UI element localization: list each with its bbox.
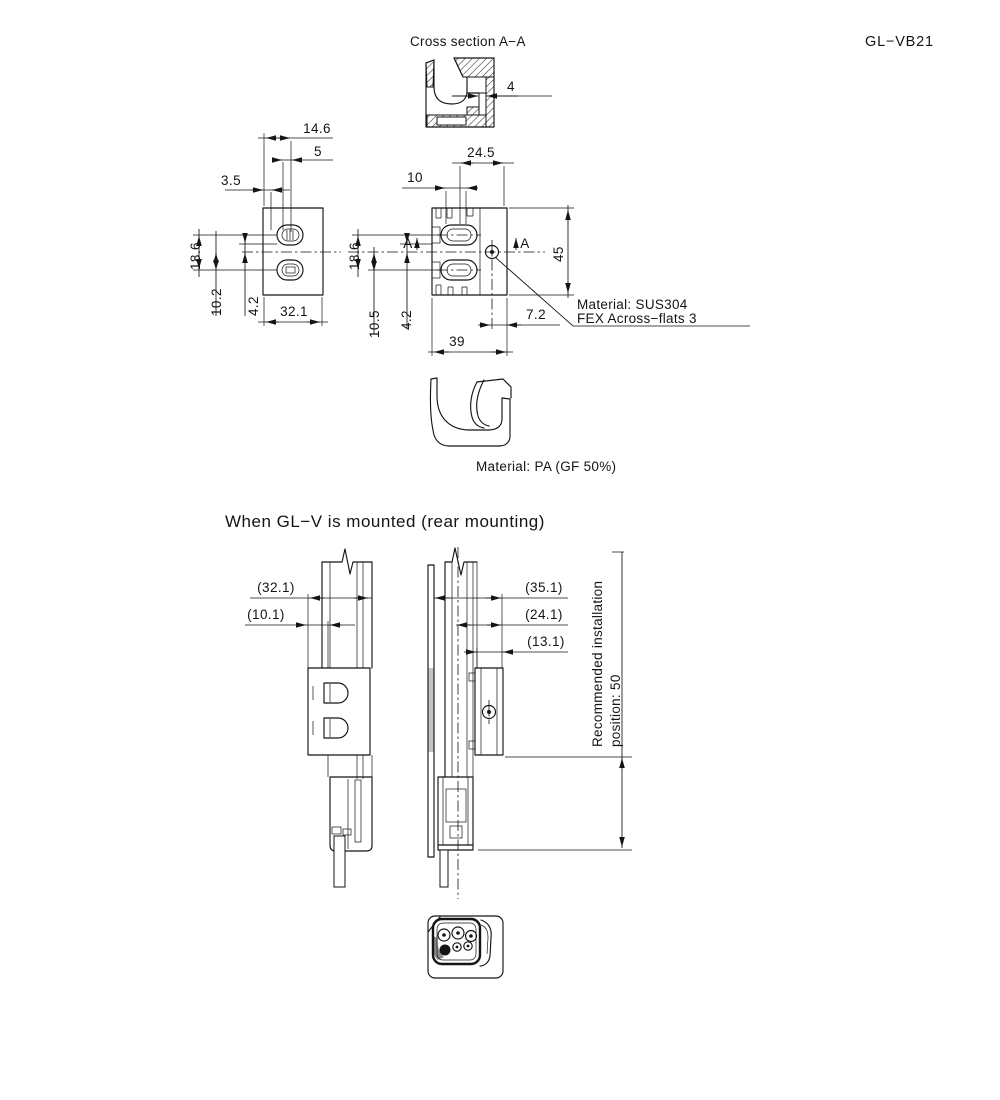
dim-lower-offset: 10.2 [209, 288, 224, 316]
section-marker-left: A [403, 236, 413, 251]
mounted-side-view [428, 547, 632, 899]
hatch-right-wall [486, 77, 494, 127]
mounted-front-view [245, 549, 372, 887]
dim-total-depth: 39 [449, 334, 465, 349]
dim-top-depth: 24.5 [467, 145, 495, 160]
dim-hole-pitch: 18.6 [188, 242, 203, 270]
slot-top-inner [282, 229, 299, 241]
cross-section-title: Cross section A−A [410, 34, 526, 49]
dim-hole-pitch: 18.6 [347, 242, 362, 270]
device-footprint [428, 916, 503, 978]
rib-4mm [479, 93, 486, 115]
dim-side-total: (35.1) [525, 580, 563, 595]
clip-material-note: Material: PA (GF 50%) [476, 459, 617, 474]
cable [334, 836, 345, 887]
bracket-side-view [347, 145, 750, 356]
bracket-front-view [188, 121, 341, 326]
hatch-top-block [454, 58, 494, 77]
connector-pin-filled [440, 945, 451, 956]
material-note-line1: Material: SUS304 [577, 297, 688, 312]
bracket-body [263, 208, 323, 295]
dim-slot-width: 5 [314, 144, 322, 159]
dim-top-offset: 10 [407, 170, 423, 185]
bracket-slot-top [324, 683, 348, 703]
bottom-connector-view [428, 916, 503, 978]
bracket [308, 668, 370, 755]
hatch-left-wall [426, 60, 434, 87]
mounted-section [225, 512, 632, 978]
dim-slot-far: 14.6 [303, 121, 331, 136]
bracket-slot-bottom [324, 718, 348, 738]
dim-side-mid: (24.1) [525, 607, 563, 622]
dim-height: 45 [551, 246, 566, 262]
clip-hook [471, 382, 484, 428]
dim-lower-offset: 10.5 [367, 310, 382, 338]
model-number: GL−VB21 [865, 34, 934, 50]
dim-slot-half: 4.2 [399, 310, 414, 330]
break-symbol [445, 548, 477, 575]
bracket-body [432, 208, 507, 295]
hatch-step [467, 107, 479, 115]
dim-front-offset: (10.1) [247, 607, 285, 622]
install-note-line2: position: 50 [608, 674, 623, 747]
clip-perspective-view [430, 378, 616, 474]
install-note-line1: Recommended installation [590, 580, 605, 747]
break-symbol [322, 549, 372, 574]
dim-front-total: (32.1) [257, 580, 295, 595]
dim-side-inner: (13.1) [527, 634, 565, 649]
mounting-wall-shade [429, 668, 434, 752]
section-marker-right: A [520, 236, 530, 251]
dim-total-width: 32.1 [280, 304, 308, 319]
dim-slot-half: 4.2 [246, 296, 261, 316]
mounted-heading: When GL−V is mounted (rear mounting) [225, 512, 545, 531]
dim-wall-thickness: 4 [507, 79, 515, 94]
cross-section-view [426, 58, 552, 127]
bottom-recess [437, 117, 466, 125]
slot-bottom-inner [282, 264, 299, 276]
dim-screw-offset: 7.2 [526, 307, 546, 322]
cable [440, 850, 448, 887]
dim-edge-offset: 3.5 [221, 173, 241, 188]
connector-tab [480, 920, 491, 966]
material-note-line2: FEX Across−flats 3 [577, 311, 697, 326]
